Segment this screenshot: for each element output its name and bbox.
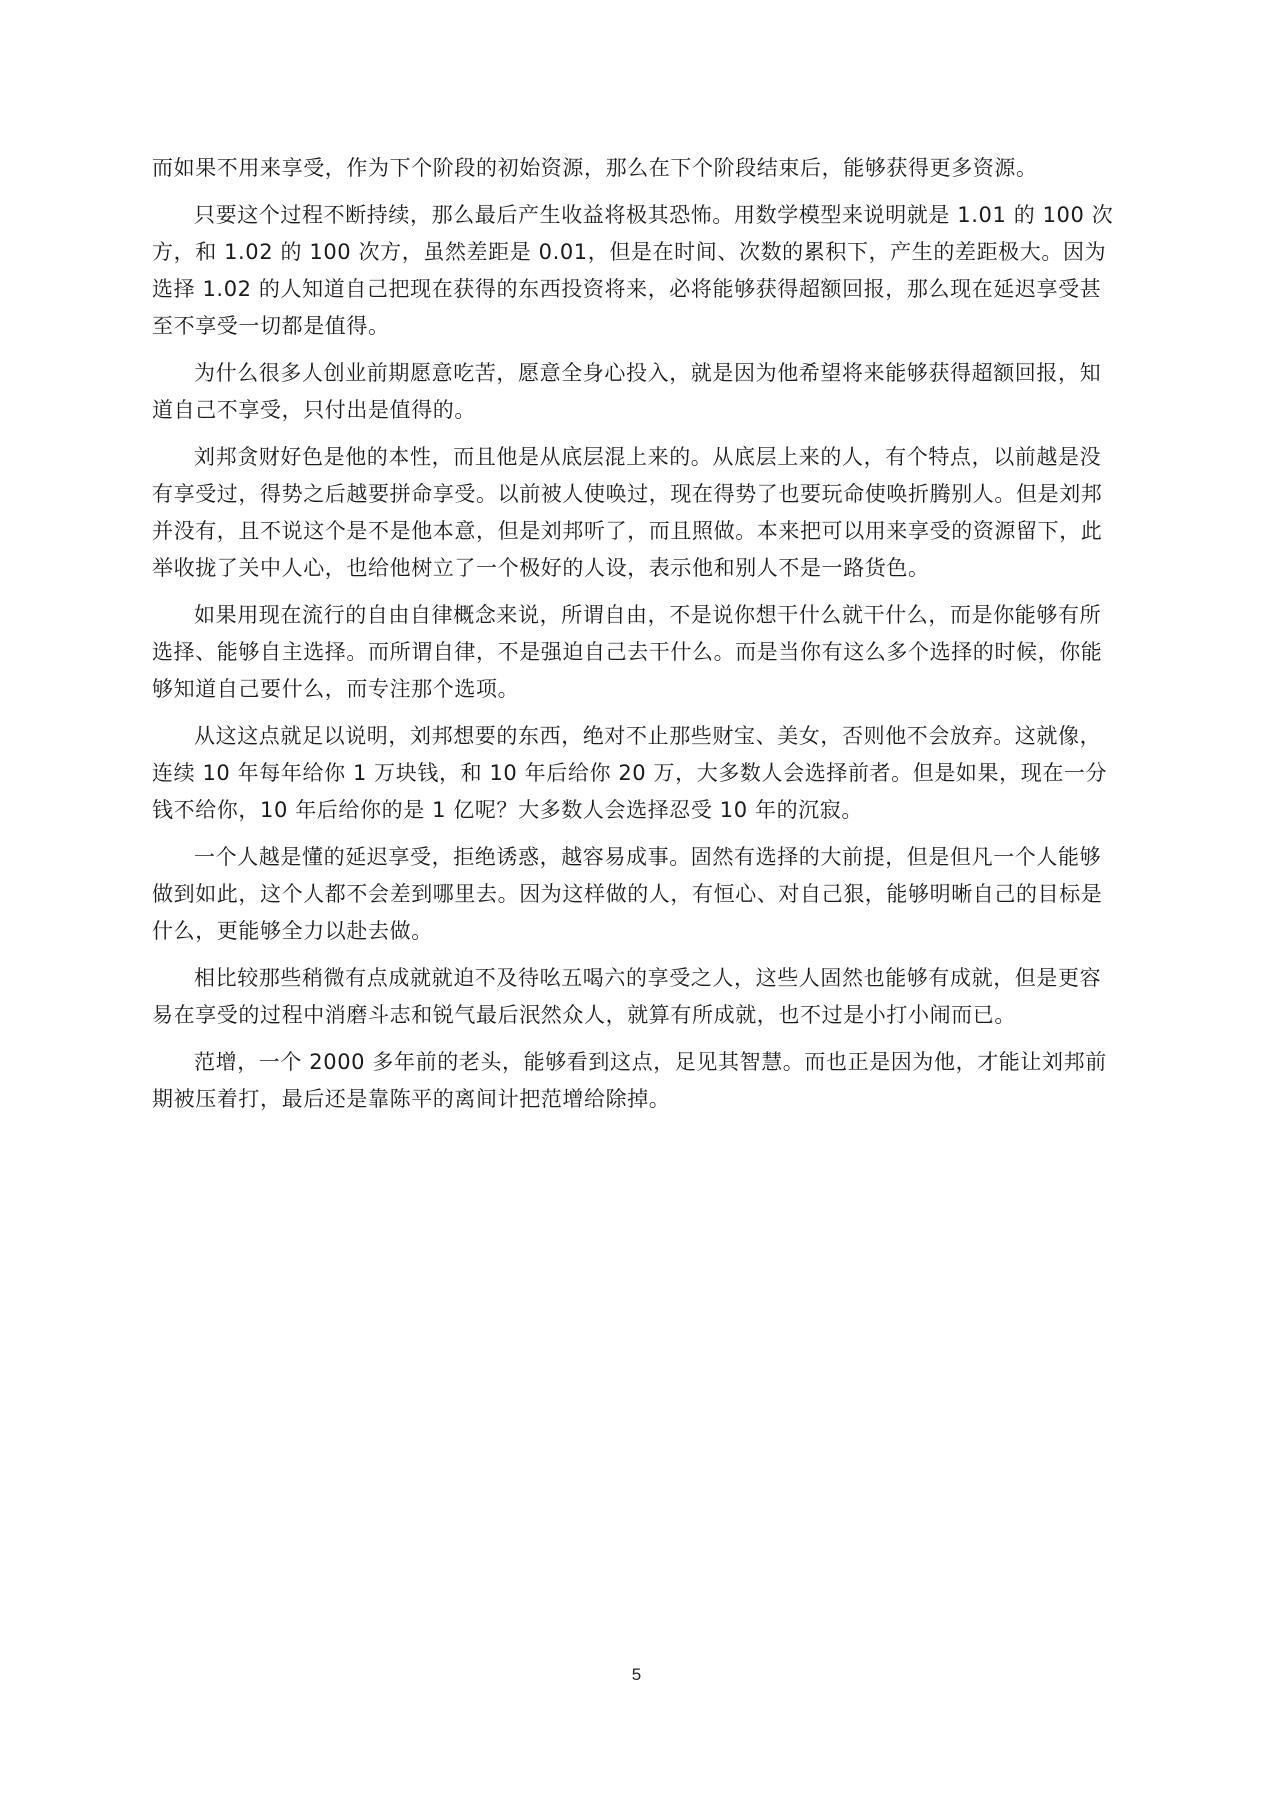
paragraph: 只要这个过程不断持续，那么最后产生收益将极其恐怖。用数学模型来说明就是 1.01 的 100 次方，和 1.02 的 100 次方，虽然差距是 0.01，但是在时间、次数的累积下，产生的差距极大。因为选择 1.02 的人知道自己把现在获得的东西投资将来，必将能够获得超额回报，那么现在延迟享受甚至不享受一切都是值得。	[152, 203, 1114, 338]
paragraph: 一个人越是懂的延迟享受，拒绝诱惑，越容易成事。固然有选择的大前提，但是但凡一个人能够做到如此，这个人都不会差到哪里去。因为这样做的人，有恒心、对自己狠，能够明晰自己的目标是什么，更能够全力以赴去做。	[152, 845, 1103, 943]
paragraph: 相比较那些稍微有点成就就迫不及待吆五喝六的享受之人，这些人固然也能够有成就，但是更容易在享受的过程中消磨斗志和锐气最后泯然众人，就算有所成就，也不过是小打小闹而已。	[152, 966, 1102, 1027]
page-number: 5	[631, 1665, 642, 1684]
page-body	[152, 150, 1122, 1128]
paragraph: 范增，一个 2000 多年前的老头，能够看到这点，足见其智慧。而也正是因为他，才能让刘邦前期被压着打，最后还是靠陈平的离间计把范增给除掉。	[152, 1050, 1107, 1111]
paragraph: 而如果不用来享受，作为下个阶段的初始资源，那么在下个阶段结束后，能够获得更多资源。	[152, 156, 1038, 180]
paragraph: 从这这点就足以说明，刘邦想要的东西，绝对不止那些财宝、美女，否则他不会放弃。这就像，连续 10 年每年给你 1 万块钱，和 10 年后给你 20 万，大多数人会选择前者。但是如果，现在一分钱不给你，10 年后给你的是 1 亿呢？大多数人会选择忍受 10 年的沉寂。	[152, 724, 1108, 822]
paragraph: 为什么很多人创业前期愿意吃苦，愿意全身心投入，就是因为他希望将来能够获得超额回报，知道自己不享受，只付出是值得的。	[152, 361, 1102, 422]
paragraph: 刘邦贪财好色是他的本性，而且他是从底层混上来的。从底层上来的人，有个特点，以前越是没有享受过，得势之后越要拼命享受。以前被人使唤过，现在得势了也要玩命使唤折腾别人。但是刘邦并没有，且不说这个是不是他本意，但是刘邦听了，而且照做。本来把可以用来享受的资源留下，此举收拢了关中人心，也给他树立了一个极好的人设，表示他和别人不是一路货色。	[152, 445, 1103, 580]
paragraph: 如果用现在流行的自由自律概念来说，所谓自由，不是说你想干什么就干什么，而是你能够有所选择、能够自主选择。而所谓自律，不是强迫自己去干什么。而是当你有这么多个选择的时候，你能够知道自己要什么，而专注那个选项。	[152, 603, 1103, 701]
